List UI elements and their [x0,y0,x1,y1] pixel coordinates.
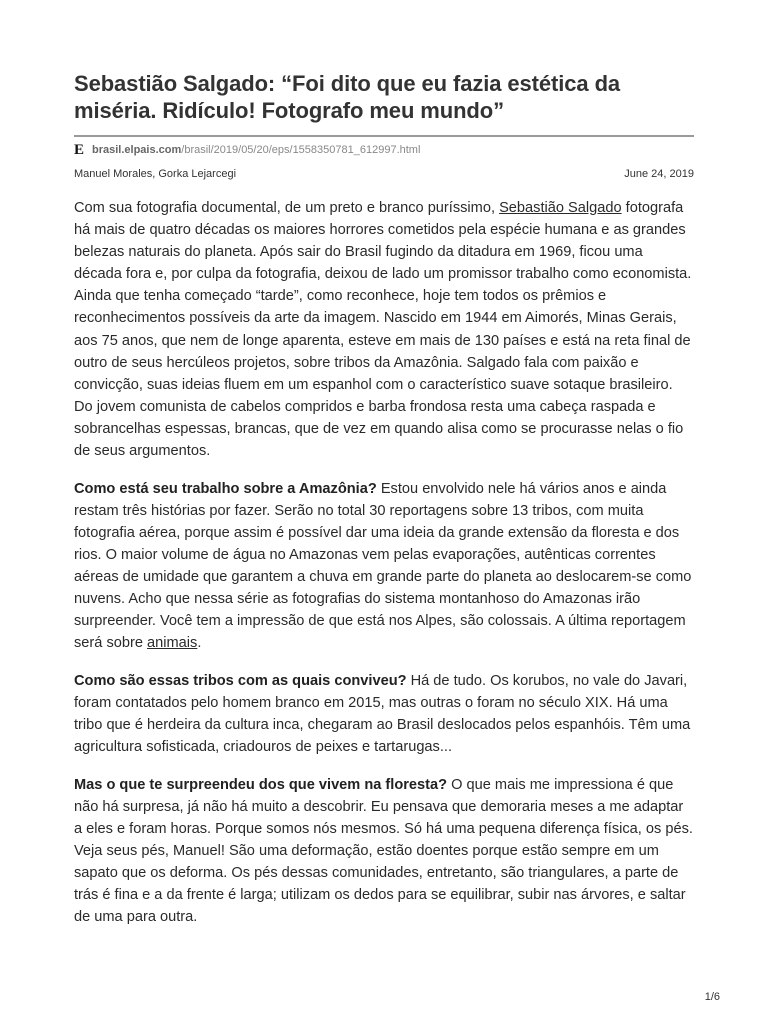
source-path: /brasil/2019/05/20/eps/1558350781_612997.html [181,144,421,156]
answer-text: Estou envolvido nele há vários anos e ainda restam três histórias por fazer. Serão no total 30 reportagens sobre 13 tribos, com muita fotografia aérea, porque assim é possível dar uma ideia da grande extensão da floresta e dos rios. O maior volume de água no Amazonas vem pelas evaporações, autênticas correntes aéreas de umidade que garantem a chuva em grande parte do planeta ao deslocarem-se como nuvens. Acho que nessa série as fotografias do sistema montanhoso do Amazonas irão surpreender. Você tem a impressão de que está nos Alpes, são colossais. A última reportagem será sobre [74,480,692,652]
animais-link[interactable]: animais [147,635,198,652]
paragraph-text: Com sua fotografia documental, de um preto e branco puríssimo, [74,200,500,216]
salgado-link[interactable]: Sebastião Salgado [499,200,622,216]
article-authors: Manuel Morales, Gorka Lejarcegi [74,168,237,180]
question-text: Como está seu trabalho sobre a Amazônia? [74,480,377,497]
answer-text: O que mais me impressiona é que não há surpresa, já não há muito a descobrir. Eu pensava que demoraria meses a me adaptar a eles e foram horas. Porque somos nós mesmos. Só há uma pequena diferença física, os pés. Veja seus pés, Manuel! São uma deformação, estão doentes porque estão sempre em um sapato que os deforma. Os pés dessas comunidades, entretanto, são triangulares, a parte de trás é fina e a da frente é larga; utilizam os dedos para se equilibrar, subir nas árvores, e saltar de uma para outra. [74,776,693,926]
source-link[interactable] [92,144,420,156]
answer-tail: . [197,635,202,652]
article-body [74,197,694,928]
el-pais-logo-icon: E [74,142,85,158]
qa-paragraph-tribos [74,670,694,758]
source-row [74,143,694,157]
paragraph-intro [74,197,694,462]
question-text: Como são essas tribos com as quais conviveu? [74,672,407,689]
answer-text: Há de tudo. Os korubos, no vale do Javari, foram contatados pelo homem branco em 2015, mas outras o foram no século XIX. Há uma tribo que é herdeira da cultura inca, chegaram ao Brasil deslocados pelos espanhóis. Têm uma agricultura sofisticada, criadouros de peixes e tartarugas... [74,672,691,756]
qa-paragraph-amazonia [74,478,694,655]
article-title: Sebastião Salgado: “Foi dito que eu fazia estética da miséria. Ridículo! Fotografo meu mundo” [74,71,621,123]
qa-paragraph-floresta [74,774,694,929]
article-page [74,70,694,944]
article-meta [74,167,694,181]
question-text: Mas o que te surpreendeu dos que vivem na floresta? [74,776,448,793]
page-number: 1/6 [704,991,720,1003]
article-date: June 24, 2019 [624,168,694,180]
title-divider [74,135,694,137]
paragraph-text: fotografa há mais de quatro décadas os maiores horrores cometidos pela espécie humana e as grandes belezas naturais do planeta. Após sair do Brasil fugindo da ditadura em 1969, ficou uma década fora e, por culpa da fotografia, deixou de lado um promissor trabalho como economista. Ainda que tenha começado “tarde”, como reconhece, hoje tem todos os prêmios e reconhecimentos possíveis da arte da imagem. Nascido em 1944 em Aimorés, Minas Gerais, aos 75 anos, que nem de longe aparenta, esteve em mais de 130 países e está na reta final de outro de seus hercúleos projetos, sobre tribos da Amazônia. Salgado fala com paixão e convicção, suas ideias fluem em um espanhol com o característico suave sotaque brasileiro. Do jovem comunista de cabelos compridos e barba frondosa resta uma cabeça raspada e sobrancelhas espessas, brancas, que de vez em quando alisa como se procurasse nelas o fio de seus argumentos. [74,200,692,460]
source-domain: brasil.elpais.com [92,144,182,156]
